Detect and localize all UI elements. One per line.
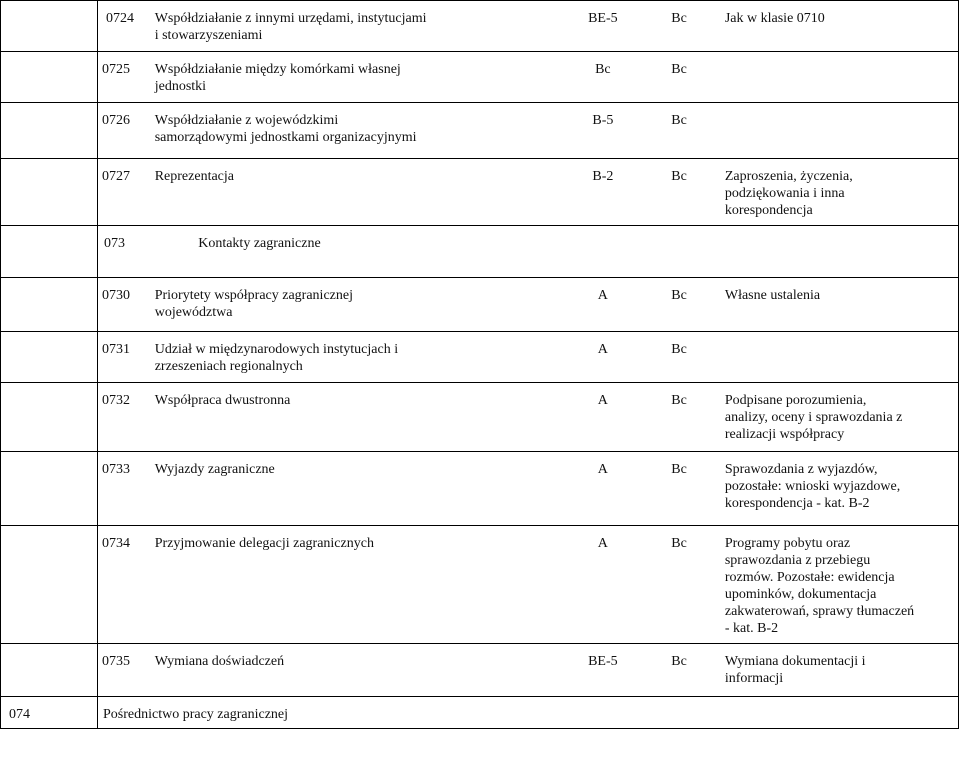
row-content-cell [98,159,959,226]
row-symbol: 0724 [106,11,134,26]
row-category-a: B-2 [592,169,614,184]
row-name: Współdziałanie z innymi urzędami, instytucjami i stowarzyszeniami [154,11,427,43]
row-symbol: 073 [104,236,125,251]
row-note: Jak w klasie 0710 [724,11,825,26]
row-content-cell [98,697,959,729]
table-row [1,159,959,226]
level-2-cell [1,159,98,226]
row-category-b: Bc [671,654,687,669]
row-category-a: BE-5 [588,11,618,26]
level-2-cell [1,383,98,452]
row-symbol: 0730 [102,288,130,303]
table-row [1,226,959,278]
row-content-cell [98,278,959,332]
row-content-cell [98,526,959,644]
row-content-cell [98,103,959,159]
row-name: Kontakty zagraniczne [198,236,321,251]
row-content-cell [98,452,959,526]
row-category-a: B-5 [592,113,614,128]
level-2-cell [1,332,98,383]
row-symbol: 0735 [102,654,130,669]
row-category-b: Bc [671,288,687,303]
table-row [1,697,959,729]
row-category-a: A [597,393,608,408]
row-symbol: 0726 [102,113,130,128]
level-2-cell [1,278,98,332]
table-row [1,52,959,103]
table-row [1,452,959,526]
level-2-cell [1,697,98,729]
row-content-cell [98,226,959,278]
row-name: Wymiana doświadczeń [154,654,285,669]
level-2-cell [1,526,98,644]
level-2-cell [1,644,98,697]
row-note [725,332,958,345]
row-category-b: Bc [671,169,687,184]
row-content-cell [98,644,959,697]
table-row [1,383,959,452]
row-content-cell [98,383,959,452]
row-category-b: Bc [671,536,687,551]
row-category-a: Bc [595,62,611,77]
row-note [725,103,958,116]
row-note: Zaproszenia, życzenia, podziękowania i inna korespondencja [724,169,853,218]
row-name: Współpraca dwustronna [154,393,291,408]
row-note: Wymiana dokumentacji i informacji [724,654,866,686]
table-row [1,278,959,332]
level-2-cell [1,1,98,52]
row-symbol: 074 [9,707,30,722]
row-name: Reprezentacja [154,169,234,184]
row-category-a: A [597,462,608,477]
row-content-cell [98,1,959,52]
row-symbol: 0731 [102,342,130,357]
row-category-b: Bc [671,393,687,408]
table-row [1,103,959,159]
row-name: Priorytety współpracy zagranicznej województwa [154,288,353,320]
row-name: Pośrednictwo pracy zagranicznej [103,707,289,722]
row-name: Współdziałanie między komórkami własnej jednostki [154,62,401,94]
row-symbol: 0732 [102,393,130,408]
row-content-cell [98,52,959,103]
table-row [1,526,959,644]
row-category-a: A [597,288,608,303]
row-name: Współdziałanie z wojewódzkimi samorządowymi jednostkami organizacyjnymi [154,113,417,145]
row-category-b: Bc [671,11,687,26]
row-symbol: 0725 [102,62,130,77]
row-category-b: Bc [671,462,687,477]
table-row [1,1,959,52]
row-note: Podpisane porozumienia, analizy, oceny i sprawozdania z realizacji współpracy [724,393,903,442]
row-symbol: 0734 [102,536,130,551]
row-category-b: Bc [671,62,687,77]
row-name: Wyjazdy zagraniczne [154,462,275,477]
level-2-cell [1,226,98,278]
level-2-cell [1,103,98,159]
row-name: Przyjmowanie delegacji zagranicznych [154,536,374,551]
row-symbol: 0727 [102,169,130,184]
row-note: Własne ustalenia [724,288,821,303]
row-category-a: A [597,342,608,357]
table-row [1,644,959,697]
row-content-cell [98,332,959,383]
row-note: Sprawozdania z wyjazdów, pozostałe: wnioski wyjazdowe, korespondencja - kat. B-2 [724,462,901,511]
row-note [725,52,958,65]
level-2-cell [1,452,98,526]
row-name: Udział w międzynarodowych instytucjach i zrzeszeniach regionalnych [154,342,399,374]
row-note: Programy pobytu oraz sprawozdania z przebiegu rozmów. Pozostałe: ewidencja upominków, dokumentacja zakwaterowań, sprawy tłumaczeń - kat. B-2 [724,536,915,636]
row-category-a: A [597,536,608,551]
row-category-b: Bc [671,342,687,357]
row-category-a: BE-5 [588,654,618,669]
table-row [1,332,959,383]
row-category-b: Bc [671,113,687,128]
level-2-cell [1,52,98,103]
row-symbol: 0733 [102,462,130,477]
